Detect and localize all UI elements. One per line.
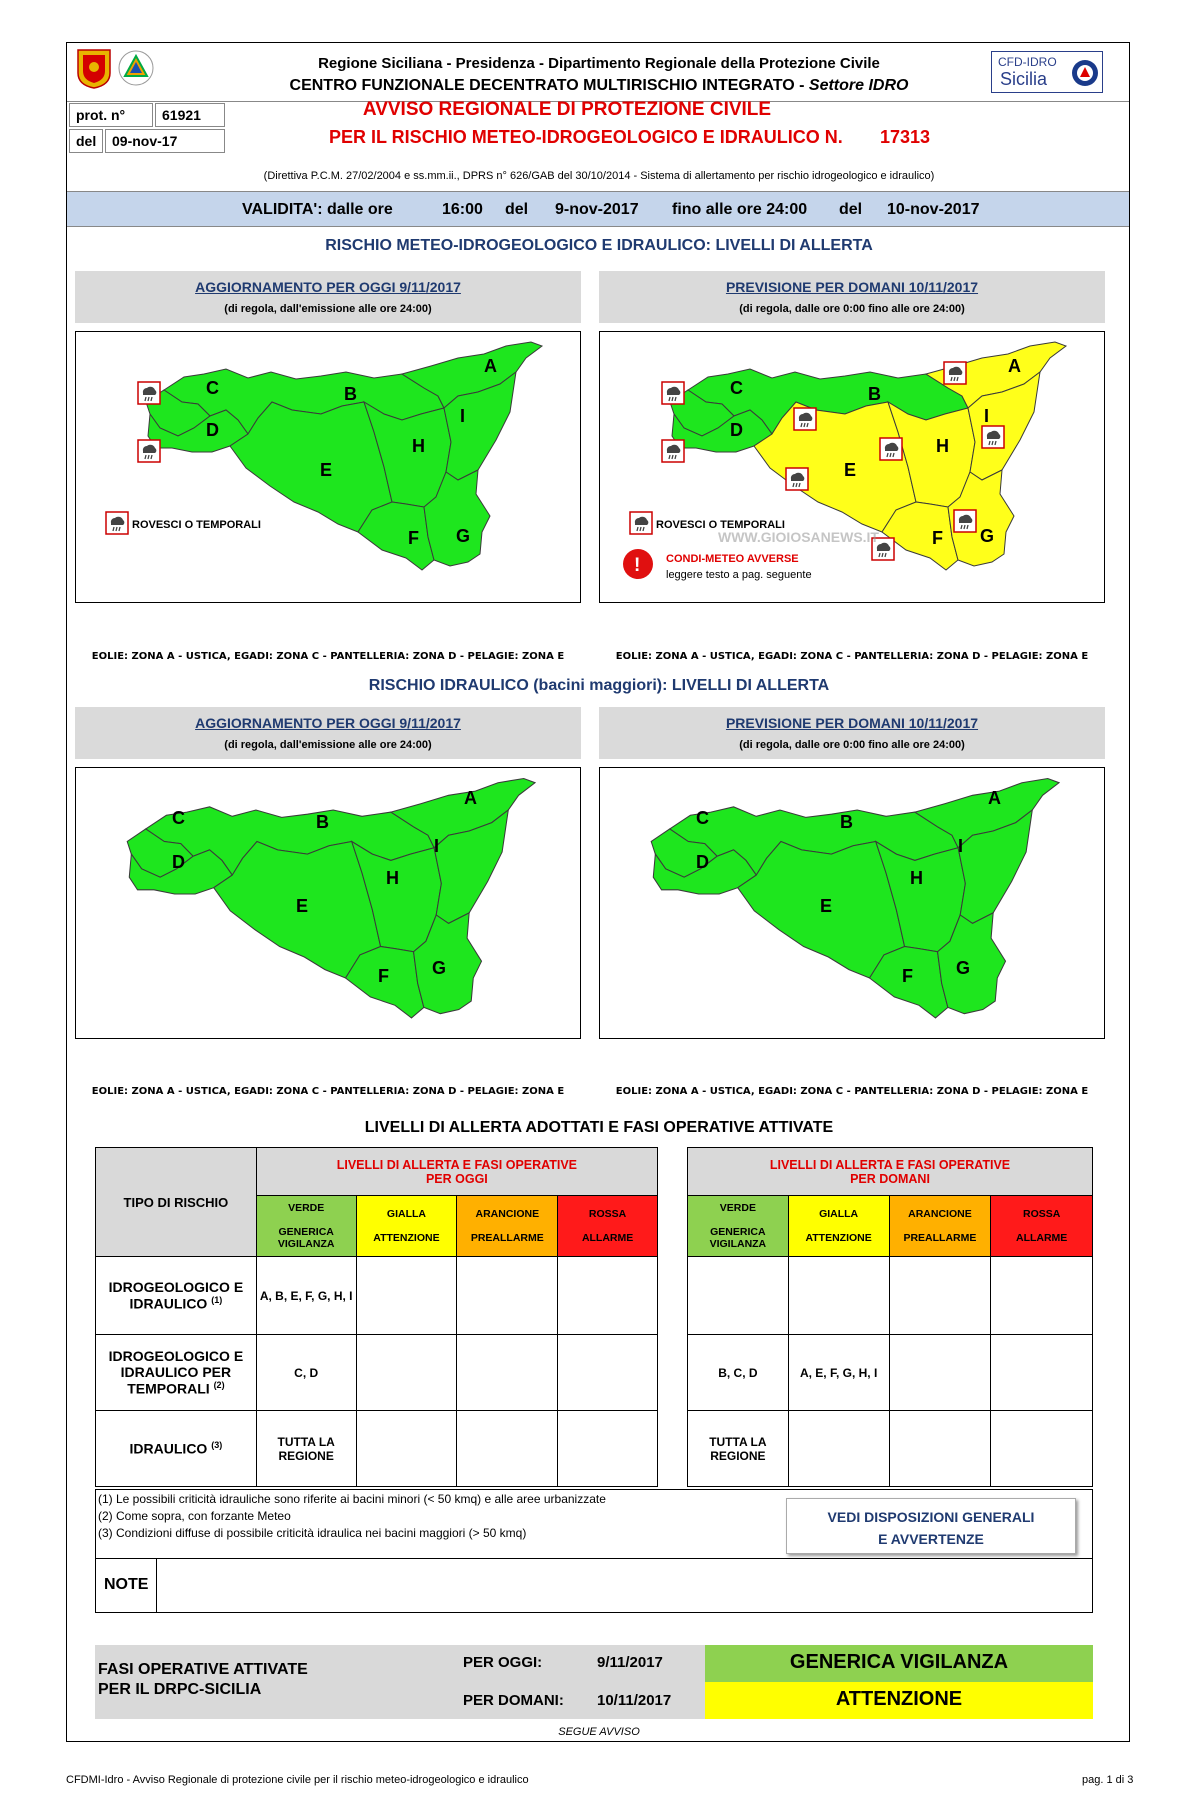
cell-today-rossa-r2 <box>558 1335 658 1411</box>
segue-avviso: SEGUE AVVISO <box>558 1726 640 1738</box>
cell-today-arancione-r3 <box>457 1411 558 1487</box>
condimeteo-label: CONDI-METEO AVVERSE <box>666 553 799 565</box>
cell-tomorrow-arancione-r3 <box>889 1411 991 1487</box>
cell-today-gialla-r2 <box>356 1335 457 1411</box>
section1-islands-note-right: EOLIE: ZONA A - USTICA, EGADI: ZONA C - PANTELLERIA: ZONA D - PELAGIE: ZONA E <box>615 651 1089 662</box>
condimeteo-sub: leggere testo a pag. seguente <box>666 569 812 581</box>
map-meteo-tomorrow <box>599 331 1105 603</box>
row-label-idraulico: IDRAULICO $^{(3)}$ <box>96 1411 257 1487</box>
footer-left: CFDMI-Idro - Avviso Regionale di protezione civile per il rischio meteo-idrogeologico e idraulico <box>66 1774 529 1786</box>
col-gialla-today: GIALLA ATTENZIONE <box>356 1196 457 1257</box>
cell-today-arancione-r1 <box>457 1257 558 1335</box>
zone-label-c: C <box>730 378 743 398</box>
row-label-idrogeologico: IDROGEOLOGICO E IDRAULICO $^{(1)}$ <box>96 1257 257 1335</box>
storm-icon <box>138 382 160 404</box>
zone-label-e: E <box>320 460 333 480</box>
cfd-idro-sicilia-logo: CFD-IDRO Sicilia <box>991 51 1103 93</box>
cell-today-verde-r2: C, D <box>256 1335 356 1411</box>
zone-label-g: G <box>956 958 971 978</box>
sicily-map-svg <box>76 332 580 602</box>
zone-label-d: D <box>206 420 219 440</box>
col-gialla-tomorrow: GIALLA ATTENZIONE <box>788 1196 889 1257</box>
section2-title: RISCHIO IDRAULICO (bacini maggiori): LIVELLI DI ALLERTA <box>368 677 830 694</box>
col-arancione-tomorrow: ARANCIONE PREALLARME <box>889 1196 991 1257</box>
zone-label-i: I <box>460 406 466 426</box>
sicily-map-svg <box>76 768 580 1038</box>
tomorrow-label: PER DOMANI: <box>463 1692 564 1709</box>
footer-right: pag. 1 di 3 <box>1082 1774 1134 1786</box>
bulletin-number: 17313 <box>880 127 931 147</box>
note-2: (2) Come sopra, con forzante Meteo <box>98 1509 291 1523</box>
cell-tomorrow-verde-r2: B, C, D <box>688 1335 789 1411</box>
zone-label-a: A <box>484 356 497 376</box>
today-label: PER OGGI: <box>463 1654 543 1671</box>
title-line-2: PER IL RISCHIO METEO-IDROGEOLOGICO E IDRAULICO N. <box>329 127 843 147</box>
del-value: 09-nov-17 <box>105 129 225 153</box>
title-line-1: AVVISO REGIONALE DI PROTEZIONE CIVILE <box>362 99 772 120</box>
col-verde-tomorrow: VERDE GENERICA VIGILANZA <box>688 1196 789 1257</box>
phase-today-badge: GENERICA VIGILANZA <box>705 1645 1093 1682</box>
cell-tomorrow-arancione-r2 <box>889 1335 991 1411</box>
prot-value: 61921 <box>155 103 225 127</box>
cell-tomorrow-rossa-r1 <box>991 1257 1093 1335</box>
domani-header: LIVELLI DI ALLERTA E FASI OPERATIVE PER DOMANI <box>688 1148 1093 1196</box>
phases-label-1: FASI OPERATIVE ATTIVATE <box>98 1661 308 1678</box>
sicily-map-svg <box>600 768 1104 1038</box>
storm-icon <box>954 510 976 532</box>
cell-tomorrow-verde-r1 <box>688 1257 789 1335</box>
section1-islands-note-left: EOLIE: ZONA A - USTICA, EGADI: ZONA C - PANTELLERIA: ZONA D - PELAGIE: ZONA E <box>91 651 565 662</box>
zone-label-i: I <box>984 406 990 426</box>
tipo-rischio-header: TIPO DI RISCHIO <box>96 1148 257 1257</box>
storm-icon <box>662 440 684 462</box>
cell-today-verde-r3: TUTTA LA REGIONE <box>256 1411 356 1487</box>
map-meteo-today <box>75 331 581 603</box>
cell-today-gialla-r3 <box>356 1411 457 1487</box>
storm-icon <box>944 362 966 384</box>
storm-icon <box>630 512 652 534</box>
storm-legend-label: ROVESCI O TEMPORALI <box>132 519 261 531</box>
directive-text: (Direttiva P.C.M. 27/02/2004 e ss.mm.ii., DPRS n° 626/GAB del 30/10/2014 - Sistema di allertamento per rischio idrogeologico e idraulico) <box>263 170 935 182</box>
zone-label-c: C <box>206 378 219 398</box>
zone-label-e: E <box>844 460 857 480</box>
zone-label-h: H <box>412 436 425 456</box>
today-date: 9/11/2017 <box>597 1654 663 1671</box>
del-label: del <box>69 129 103 153</box>
row-label-temporali: IDROGEOLOGICO E IDRAULICO PER TEMPORALI $^{(2)}$ <box>96 1335 257 1411</box>
zone-label-d: D <box>696 852 709 872</box>
oggi-header: LIVELLI DI ALLERTA E FASI OPERATIVE PER OGGI <box>256 1148 657 1196</box>
phases-label-2: PER IL DRPC-SICILIA <box>98 1681 262 1698</box>
storm-icon <box>880 438 902 460</box>
section2-right-header: PREVISIONE PER DOMANI 10/11/2017 (di regola, dalle ore 0:00 fino alle ore 24:00) <box>599 707 1105 759</box>
zone-label-e: E <box>296 896 309 916</box>
zone-label-i: I <box>434 836 440 856</box>
zone-label-e: E <box>820 896 833 916</box>
map-hydraulic-tomorrow <box>599 767 1105 1039</box>
zone-label-g: G <box>980 526 995 546</box>
levels-title: LIVELLI DI ALLERTA ADOTTATI E FASI OPERATIVE ATTIVATE <box>364 1119 834 1136</box>
cell-today-gialla-r1 <box>356 1257 457 1335</box>
zone-label-h: H <box>910 868 923 888</box>
zone-label-d: D <box>172 852 185 872</box>
storm-icon <box>982 426 1004 448</box>
cell-tomorrow-gialla-r2: A, E, F, G, H, I <box>788 1335 889 1411</box>
section1-title: RISCHIO METEO-IDROGEOLOGICO E IDRAULICO: LIVELLI DI ALLERTA <box>325 237 873 254</box>
cell-tomorrow-gialla-r3 <box>788 1411 889 1487</box>
zone-label-f: F <box>932 528 943 548</box>
phase-tomorrow-badge: ATTENZIONE <box>705 1682 1093 1719</box>
section2-left-header: AGGIORNAMENTO PER OGGI 9/11/2017 (di regola, dall'emissione alle ore 24:00) <box>75 707 581 759</box>
zone-label-f: F <box>902 966 913 986</box>
zone-label-d: D <box>730 420 743 440</box>
cell-today-verde-r1: A, B, E, F, G, H, I <box>256 1257 356 1335</box>
zone-label-a: A <box>1008 356 1021 376</box>
storm-icon <box>138 440 160 462</box>
zone-label-c: C <box>696 808 709 828</box>
zone-label-c: C <box>172 808 185 828</box>
zone-label-a: A <box>464 788 477 808</box>
warning-icon <box>623 549 653 579</box>
validity-bar: VALIDITA': dalle ore 16:00 del 9-nov-2017 fino alle ore 24:00 del 10-nov-2017 <box>67 191 1129 227</box>
sicily-map-svg <box>600 332 1104 602</box>
note-label: NOTE <box>104 1576 149 1593</box>
zone-label-i: I <box>958 836 964 856</box>
storm-icon <box>794 408 816 430</box>
zone-label-f: F <box>408 528 419 548</box>
zone-label-b: B <box>868 384 881 404</box>
storm-icon <box>662 382 684 404</box>
cfd-emblem-icon <box>1070 57 1100 89</box>
storm-icon <box>106 512 128 534</box>
levels-table-today <box>95 1147 658 1487</box>
note-1: (1) Le possibili criticità idrauliche sono riferite ai bacini minori (< 50 kmq) e alle aree urbanizzate <box>98 1492 606 1506</box>
notes-box <box>95 1489 1093 1613</box>
storm-legend-label: ROVESCI O TEMPORALI <box>656 519 785 531</box>
cell-tomorrow-gialla-r1 <box>788 1257 889 1335</box>
prot-label: prot. n° <box>69 103 153 127</box>
storm-icon <box>786 468 808 490</box>
watermark-text: WWW.GIOIOSANEWS.IT <box>718 529 879 545</box>
cell-tomorrow-verde-r3: TUTTA LA REGIONE <box>688 1411 789 1487</box>
col-verde-today: VERDE GENERICA VIGILANZA <box>256 1196 356 1257</box>
section2-islands-note-right: EOLIE: ZONA A - USTICA, EGADI: ZONA C - PANTELLERIA: ZONA D - PELAGIE: ZONA E <box>615 1086 1089 1097</box>
zone-label-a: A <box>988 788 1001 808</box>
header-line-1: Regione Siciliana - Presidenza - Dipartimento Regionale della Protezione Civile <box>318 55 880 72</box>
zone-label-b: B <box>344 384 357 404</box>
header-line-2: CENTRO FUNZIONALE DECENTRATO MULTIRISCHIO INTEGRATO - Settore IDRO <box>289 77 909 94</box>
cell-today-rossa-r3 <box>558 1411 658 1487</box>
col-arancione-today: ARANCIONE PREALLARME <box>457 1196 558 1257</box>
cell-tomorrow-rossa-r3 <box>991 1411 1093 1487</box>
svg-text:!: ! <box>634 555 641 576</box>
map-hydraulic-today <box>75 767 581 1039</box>
document-page <box>66 42 1130 1742</box>
zone-label-b: B <box>840 812 853 832</box>
zone-label-g: G <box>456 526 471 546</box>
section1-right-header: PREVISIONE PER DOMANI 10/11/2017 (di regola, dalle ore 0:00 fino alle ore 24:00) <box>599 271 1105 323</box>
cell-tomorrow-rossa-r2 <box>991 1335 1093 1411</box>
col-rossa-today: ROSSA ALLARME <box>558 1196 658 1257</box>
general-provisions-button[interactable]: VEDI DISPOSIZIONI GENERALI E AVVERTENZE <box>786 1498 1076 1554</box>
levels-table-tomorrow <box>687 1147 1093 1487</box>
col-rossa-tomorrow: ROSSA ALLARME <box>991 1196 1093 1257</box>
zone-label-b: B <box>316 812 329 832</box>
zone-label-h: H <box>386 868 399 888</box>
cell-tomorrow-arancione-r1 <box>889 1257 991 1335</box>
zone-label-f: F <box>378 966 389 986</box>
zone-label-h: H <box>936 436 949 456</box>
cell-today-arancione-r2 <box>457 1335 558 1411</box>
section1-left-header: AGGIORNAMENTO PER OGGI 9/11/2017 (di regola, dall'emissione alle ore 24:00) <box>75 271 581 323</box>
tomorrow-date: 10/11/2017 <box>597 1692 672 1709</box>
zone-label-g: G <box>432 958 447 978</box>
note-3: (3) Condizioni diffuse di possibile criticità idraulica nei bacini maggiori (> 50 kmq) <box>98 1526 527 1540</box>
phases-panel <box>95 1645 1093 1719</box>
section2-islands-note-left: EOLIE: ZONA A - USTICA, EGADI: ZONA C - PANTELLERIA: ZONA D - PELAGIE: ZONA E <box>91 1086 565 1097</box>
cell-today-rossa-r1 <box>558 1257 658 1335</box>
